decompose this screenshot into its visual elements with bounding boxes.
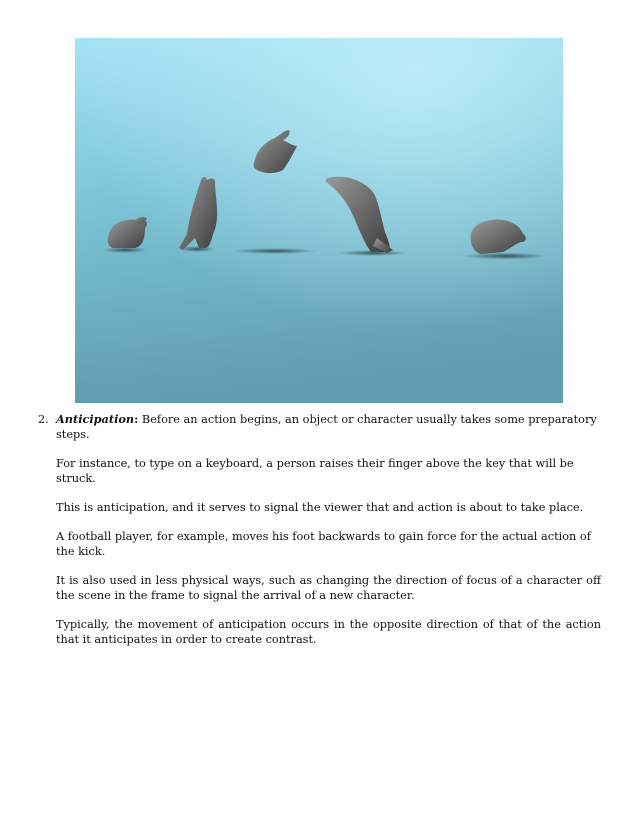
term-colon: :	[134, 412, 139, 426]
document-text	[38, 412, 601, 661]
intro-text: Before an action begins, an object or character usually takes some preparatory steps.	[56, 413, 597, 441]
list-item-body	[56, 412, 601, 661]
illustration-canvas	[75, 38, 563, 403]
paragraph-2: This is anticipation, and it serves to signal the viewer that and action is about to take place.	[56, 501, 584, 514]
paragraph-1: For instance, to type on a keyboard, a person raises their finger above the key that will be struck.	[56, 457, 574, 485]
paragraph-4: It is also used in less physical ways, such as changing the direction of focus of a character off the scene in the frame to signal the arrival of a new character.	[56, 574, 601, 602]
shadow-3	[233, 248, 317, 254]
intro-paragraph	[56, 412, 601, 442]
paragraph-3: A football player, for example, moves his foot backwards to gain force for the actual action of the kick.	[56, 530, 591, 558]
term-anticipation: Anticipation	[56, 412, 135, 426]
list-number: 2.	[38, 413, 49, 426]
paragraph-5: Typically, the movement of anticipation occurs in the opposite direction of that of the action that it anticipates in order to create contrast.	[56, 618, 601, 646]
list-item-anticipation	[38, 412, 601, 661]
anticipation-illustration	[75, 38, 563, 403]
shadow-5	[463, 253, 547, 260]
